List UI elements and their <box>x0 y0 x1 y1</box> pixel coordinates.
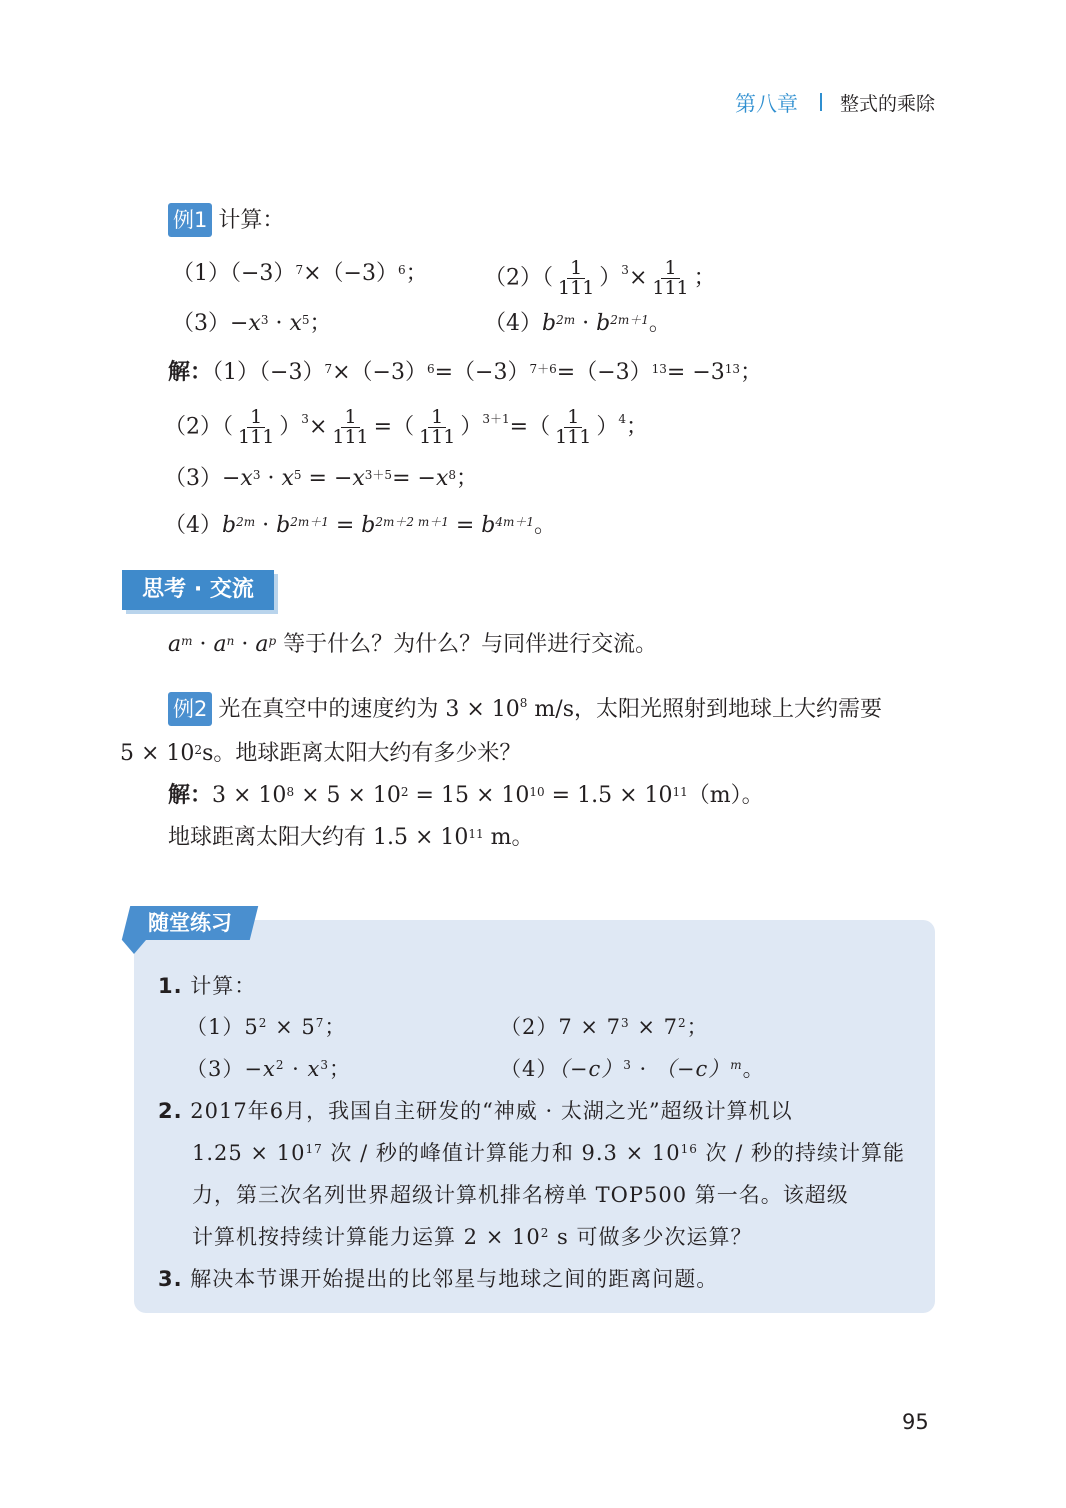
solution-line-2: （2）（ $\frac{1}{111}$ ）$^3$× $\frac{1}{111}$ =（ $\frac{1}{111}$ ）$^{3+1}$=（ $\frac{1}{111}$ ）$^4$； <box>164 406 649 448</box>
solution-line-1: 解：$(1)(-3)^7\times(-3)^6=(-3)^{7+6}=(-3)^{13}= -3^{13}$； <box>168 360 763 385</box>
page-number: 95 <box>902 1410 929 1434</box>
practice-q1-a: $(1)5^2 \times 5^7$； <box>186 1015 347 1039</box>
header-divider <box>820 93 822 111</box>
solution-line-4: $(4)b^{2m} \cdot b^{2m+1} = b^{2m+2 m+1} = b^{4m+1}$。 <box>164 513 557 538</box>
practice-q2-line-3: 力，第三次名列世界超级计算机排名榜单 TOP500 第一名。该超级 <box>192 1183 849 1207</box>
practice-q1-c: $(3)-x^2 \cdot x^3$； <box>186 1057 351 1081</box>
practice-q2-line-1: 2. 2017年6月，我国自主研发的“神威 · 太湖之光”超级计算机以 <box>158 1099 793 1123</box>
practice-q1-d: $(4)(-c)^3 \cdot (-c)^m$。 <box>500 1057 765 1081</box>
fraction: $\frac{1}{111}$ <box>558 257 595 299</box>
solution-line-3: $(3)-x^3 \cdot x^5 = -x^{3+5}= -x^8$； <box>164 466 479 491</box>
example1-badge: 例1 <box>168 203 212 237</box>
think-question: $a^m \cdot a^n \cdot a^p$ 等于什么？为什么？与同伴进行交流。 <box>168 632 658 657</box>
practice-q1: 1. 计算： <box>158 974 257 998</box>
example1-intro: 计算： <box>218 208 285 233</box>
example2-line-2: $5 \times 10^2s$。地球距离太阳大约有多少米？ <box>120 741 522 766</box>
practice-q2-line-2: $1.25 \times 10^{17}$ 次 / 秒的峰值计算能力和 $9.3 \times 10^{16}$ 次 / 秒的持续计算能 <box>192 1141 905 1165</box>
example1-heading <box>168 203 284 237</box>
example1-problem-1: $(1)(-3)^7\times(-3)^6$； <box>172 261 428 286</box>
practice-tab: 随堂练习 <box>122 906 258 940</box>
example2-line-1: 例2 光在真空中的速度约为 $3 \times 10^8$ m/s，太阳光照射到地球上大约需要 <box>168 692 882 726</box>
practice-tab-pointer <box>122 940 146 954</box>
example2-solution: 解：$3 \times 10^8 \times 5 \times 10^2 = 15 \times 10^{10} = 1.5 \times 10^{11}(m)$。 <box>168 783 764 808</box>
practice-q3: 3. 解决本节课开始提出的比邻星与地球之间的距离问题。 <box>158 1267 719 1291</box>
practice-q1-b: $(2)7 \times 7^3 \times 7^2$； <box>500 1015 709 1039</box>
practice-q2-line-4: 计算机按持续计算能力运算 $2 \times 10^2$ s 可做多少次运算？ <box>192 1225 753 1249</box>
example2-badge: 例2 <box>168 692 212 726</box>
example1-problem-2: （2）（ $\frac{1}{111}$ ）$^3$× $\frac{1}{111}$ ； <box>484 257 716 299</box>
chapter-title: 整式的乘除 <box>840 93 936 115</box>
example1-problem-3: $(3)-x^3 \cdot x^5$； <box>172 311 332 336</box>
think-discuss-banner: 思考 · 交流 <box>122 570 274 610</box>
example2-answer: 地球距离太阳大约有 $1.5 \times 10^{11}$ m。 <box>168 825 534 850</box>
fraction: $\frac{1}{111}$ <box>652 257 689 299</box>
chapter-label: 第八章 <box>735 92 798 116</box>
example1-problem-4: $(4)b^{2m} \cdot b^{2m+1}$。 <box>484 311 671 336</box>
